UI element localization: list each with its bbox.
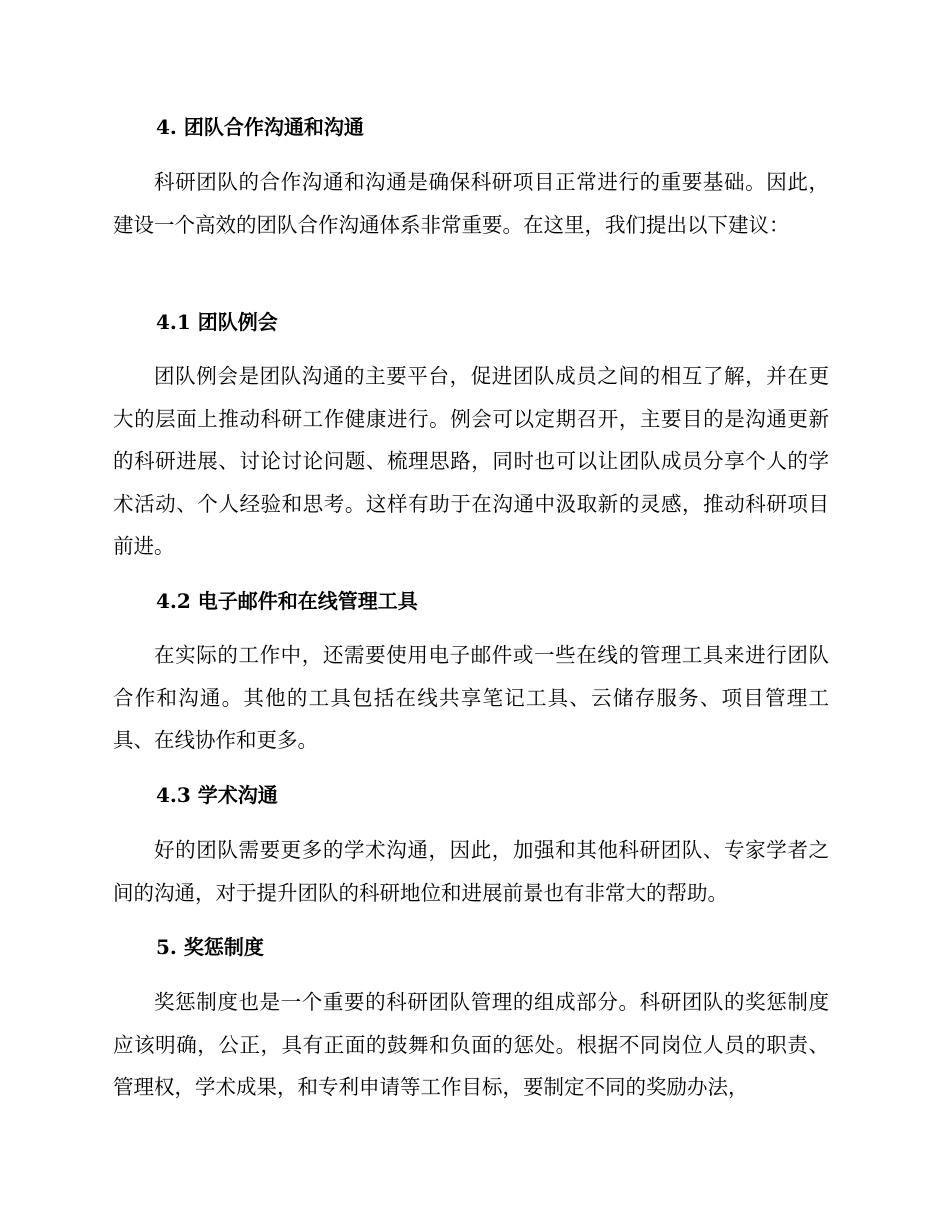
section-5-heading: 5. 奖惩制度 <box>156 935 264 959</box>
section-4-3-paragraph: 好的团队需要更多的学术沟通，因此，加强和其他科研团队、专家学者之间的沟通，对于提升团队的科研地位和进展前景也有非常大的帮助。 <box>113 838 829 905</box>
section-4-1-heading: 4.1 团队例会 <box>156 310 278 334</box>
section-4-2-paragraph: 在实际的工作中，还需要使用电子邮件或一些在线的管理工具来进行团队合作和沟通。其他的工具包括在线共享笔记工具、云储存服务、项目管理工具、在线协作和更多。 <box>113 643 829 752</box>
section-4-1-paragraph: 团队例会是团队沟通的主要平台，促进团队成员之间的相互了解，并在更大的层面上推动科研工作健康进行。例会可以定期召开，主要目的是沟通更新的科研进展、讨论讨论问题、梳理思路，同时也可以让团队成员分享个人的学术活动、个人经验和思考。这样有助于在沟通中汲取新的灵感，推动科研项目前进。 <box>113 364 829 558</box>
section-4-paragraph: 科研团队的合作沟通和沟通是确保科研项目正常进行的重要基础。因此，建设一个高效的团队合作沟通体系非常重要。在这里，我们提出以下建议： <box>113 170 829 237</box>
section-5-paragraph: 奖惩制度也是一个重要的科研团队管理的组成部分。科研团队的奖惩制度应该明确，公正，具有正面的鼓舞和负面的惩处。根据不同岗位人员的职责、管理权，学术成果，和专利申请等工作目标，要制定不同的奖励办法， <box>113 990 829 1099</box>
section-4-heading: 4. 团队合作沟通和沟通 <box>156 115 364 139</box>
section-4-2-heading: 4.2 电子邮件和在线管理工具 <box>156 589 418 613</box>
section-4-3-heading: 4.3 学术沟通 <box>156 783 278 807</box>
